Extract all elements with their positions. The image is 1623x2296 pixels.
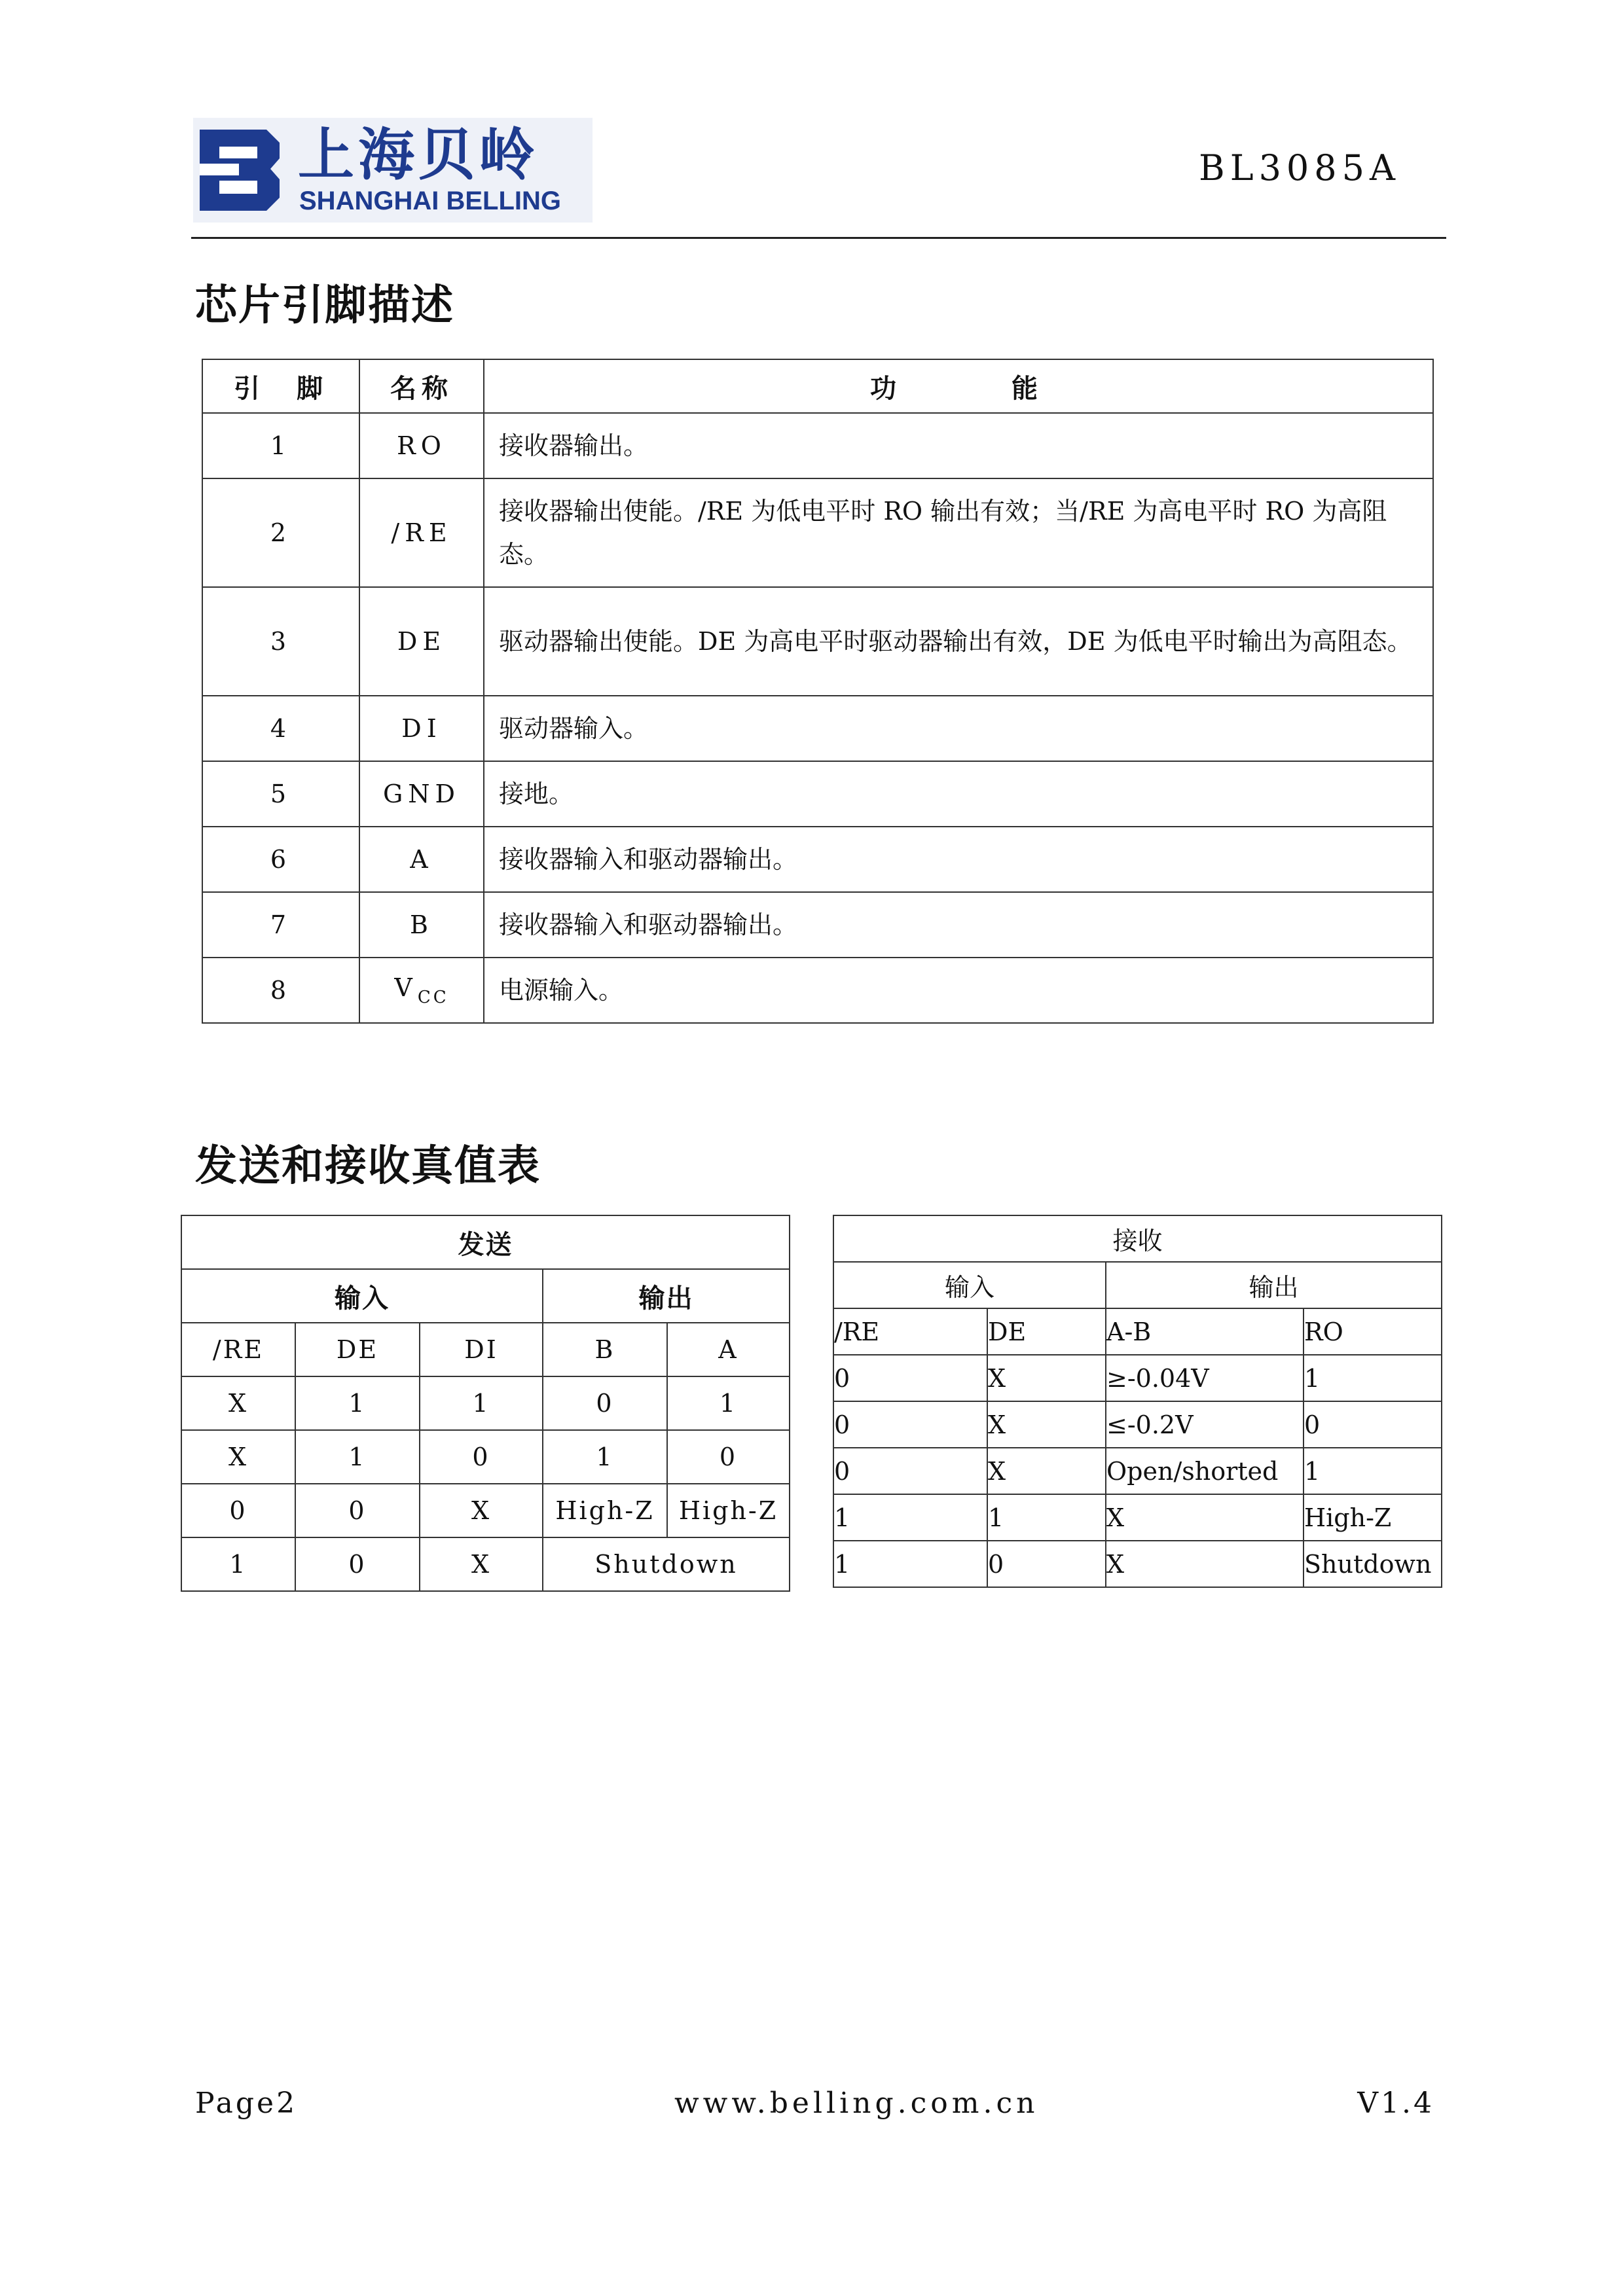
pin-number: 1 bbox=[202, 413, 359, 478]
receive-title: 接收 bbox=[833, 1215, 1442, 1262]
table-cell: High-Z bbox=[543, 1484, 667, 1537]
pin-name: /RE bbox=[359, 478, 484, 587]
pin-function: 接收器输入和驱动器输出。 bbox=[484, 827, 1433, 892]
receive-truth-table bbox=[833, 1215, 1442, 1588]
table-row bbox=[202, 413, 1433, 478]
pin-number: 4 bbox=[202, 696, 359, 761]
table-row bbox=[181, 1537, 790, 1591]
header-divider bbox=[191, 237, 1446, 239]
pin-section-title: 芯片引脚描述 bbox=[195, 281, 454, 330]
table-group-row bbox=[181, 1269, 790, 1323]
table-header-row bbox=[833, 1308, 1442, 1355]
col-header-name: 名称 bbox=[359, 359, 484, 413]
pin-name: DI bbox=[359, 696, 484, 761]
table-cell: 1 bbox=[1304, 1448, 1442, 1494]
footer-version: V1.4 bbox=[1357, 2087, 1434, 2120]
table-cell: X bbox=[181, 1430, 295, 1484]
pin-function: 接地。 bbox=[484, 761, 1433, 827]
table-cell: 1 bbox=[181, 1537, 295, 1591]
pin-number: 2 bbox=[202, 478, 359, 587]
table-row bbox=[833, 1494, 1442, 1541]
table-cell: 0 bbox=[987, 1541, 1106, 1587]
table-cell: 0 bbox=[181, 1484, 295, 1537]
table-title-row bbox=[833, 1215, 1442, 1262]
logo-en-text: SHANGHAI BELLING bbox=[299, 187, 561, 215]
input-group-header: 输入 bbox=[833, 1262, 1106, 1308]
table-cell: 0 bbox=[833, 1448, 987, 1494]
col-header: /RE bbox=[181, 1323, 295, 1376]
table-cell: X bbox=[181, 1376, 295, 1430]
table-cell: 1 bbox=[833, 1541, 987, 1587]
table-cell: 0 bbox=[420, 1430, 543, 1484]
footer-page-number: Page2 bbox=[195, 2087, 298, 2120]
table-cell: ≤-0.2V bbox=[1106, 1401, 1304, 1448]
table-cell: 0 bbox=[543, 1376, 667, 1430]
table-cell: 0 bbox=[833, 1355, 987, 1401]
table-cell: X bbox=[420, 1484, 543, 1537]
col-header: /RE bbox=[833, 1308, 987, 1355]
table-cell: 1 bbox=[420, 1376, 543, 1430]
table-cell: 1 bbox=[987, 1494, 1106, 1541]
table-header-row bbox=[202, 359, 1433, 413]
table-title-row bbox=[181, 1215, 790, 1269]
table-row bbox=[181, 1430, 790, 1484]
company-logo bbox=[193, 118, 593, 223]
table-cell: High-Z bbox=[1304, 1494, 1442, 1541]
table-cell: 1 bbox=[543, 1430, 667, 1484]
transmit-truth-table bbox=[181, 1215, 790, 1592]
pin-number: 3 bbox=[202, 587, 359, 696]
table-row bbox=[181, 1484, 790, 1537]
pin-name: B bbox=[359, 892, 484, 958]
transmit-title: 发送 bbox=[181, 1215, 790, 1269]
pin-function: 驱动器输出使能。DE 为高电平时驱动器输出有效，DE 为低电平时输出为高阻态。 bbox=[484, 587, 1433, 696]
pin-function: 电源输入。 bbox=[484, 958, 1433, 1023]
pin-number: 7 bbox=[202, 892, 359, 958]
table-cell: X bbox=[987, 1401, 1106, 1448]
table-row bbox=[202, 478, 1433, 587]
table-cell: 1 bbox=[1304, 1355, 1442, 1401]
table-group-row bbox=[833, 1262, 1442, 1308]
table-row bbox=[181, 1376, 790, 1430]
table-cell: X bbox=[987, 1448, 1106, 1494]
col-header: A-B bbox=[1106, 1308, 1304, 1355]
table-cell: 0 bbox=[667, 1430, 790, 1484]
pin-name bbox=[359, 958, 484, 1023]
pin-function: 驱动器输入。 bbox=[484, 696, 1433, 761]
table-row bbox=[833, 1401, 1442, 1448]
table-cell: ≥-0.04V bbox=[1106, 1355, 1304, 1401]
footer-url[interactable]: www.belling.com.cn bbox=[674, 2087, 1039, 2120]
table-row bbox=[833, 1355, 1442, 1401]
document-code: BL3085A bbox=[1199, 147, 1400, 188]
pin-name: RO bbox=[359, 413, 484, 478]
pin-description-table bbox=[202, 359, 1434, 1024]
table-cell: 1 bbox=[667, 1376, 790, 1430]
table-cell: 0 bbox=[295, 1484, 420, 1537]
col-header: RO bbox=[1304, 1308, 1442, 1355]
table-cell: 0 bbox=[833, 1401, 987, 1448]
pin-number: 5 bbox=[202, 761, 359, 827]
table-row bbox=[202, 958, 1433, 1023]
table-cell: 1 bbox=[295, 1430, 420, 1484]
pin-function: 接收器输入和驱动器输出。 bbox=[484, 892, 1433, 958]
table-cell: X bbox=[1106, 1494, 1304, 1541]
col-header-pin: 引 脚 bbox=[202, 359, 359, 413]
pin-number: 6 bbox=[202, 827, 359, 892]
table-row bbox=[833, 1541, 1442, 1587]
pin-function: 接收器输出。 bbox=[484, 413, 1433, 478]
output-group-header: 输出 bbox=[543, 1269, 790, 1323]
table-cell: 1 bbox=[295, 1376, 420, 1430]
vcc-main: V bbox=[394, 973, 418, 1002]
col-header: DE bbox=[295, 1323, 420, 1376]
pin-function: 接收器输出使能。/RE 为低电平时 RO 输出有效；当/RE 为高电平时 RO 为高阻态。 bbox=[484, 478, 1433, 587]
output-group-header: 输出 bbox=[1106, 1262, 1442, 1308]
table-cell: Shutdown bbox=[1304, 1541, 1442, 1587]
table-cell: 1 bbox=[833, 1494, 987, 1541]
table-row bbox=[833, 1448, 1442, 1494]
vcc-subscript: CC bbox=[417, 988, 449, 1007]
col-header: B bbox=[543, 1323, 667, 1376]
input-group-header: 输入 bbox=[181, 1269, 543, 1323]
table-row bbox=[202, 892, 1433, 958]
table-cell: Shutdown bbox=[543, 1537, 790, 1591]
table-header-row bbox=[181, 1323, 790, 1376]
table-row bbox=[202, 696, 1433, 761]
table-row bbox=[202, 827, 1433, 892]
table-cell: Open/shorted bbox=[1106, 1448, 1304, 1494]
table-cell: 0 bbox=[295, 1537, 420, 1591]
table-cell: X bbox=[420, 1537, 543, 1591]
table-cell: 0 bbox=[1304, 1401, 1442, 1448]
col-header-function: 功 能 bbox=[484, 359, 1433, 413]
pin-number: 8 bbox=[202, 958, 359, 1023]
col-header: DE bbox=[987, 1308, 1106, 1355]
truth-section-title: 发送和接收真值表 bbox=[195, 1142, 541, 1191]
table-row bbox=[202, 587, 1433, 696]
logo-cn-text: 上海贝岭 bbox=[298, 122, 539, 188]
pin-name: A bbox=[359, 827, 484, 892]
pin-name: DE bbox=[359, 587, 484, 696]
table-cell: X bbox=[1106, 1541, 1304, 1587]
col-header: A bbox=[667, 1323, 790, 1376]
table-cell: X bbox=[987, 1355, 1106, 1401]
col-header: DI bbox=[420, 1323, 543, 1376]
table-cell: High-Z bbox=[667, 1484, 790, 1537]
table-row bbox=[202, 761, 1433, 827]
pin-name: GND bbox=[359, 761, 484, 827]
